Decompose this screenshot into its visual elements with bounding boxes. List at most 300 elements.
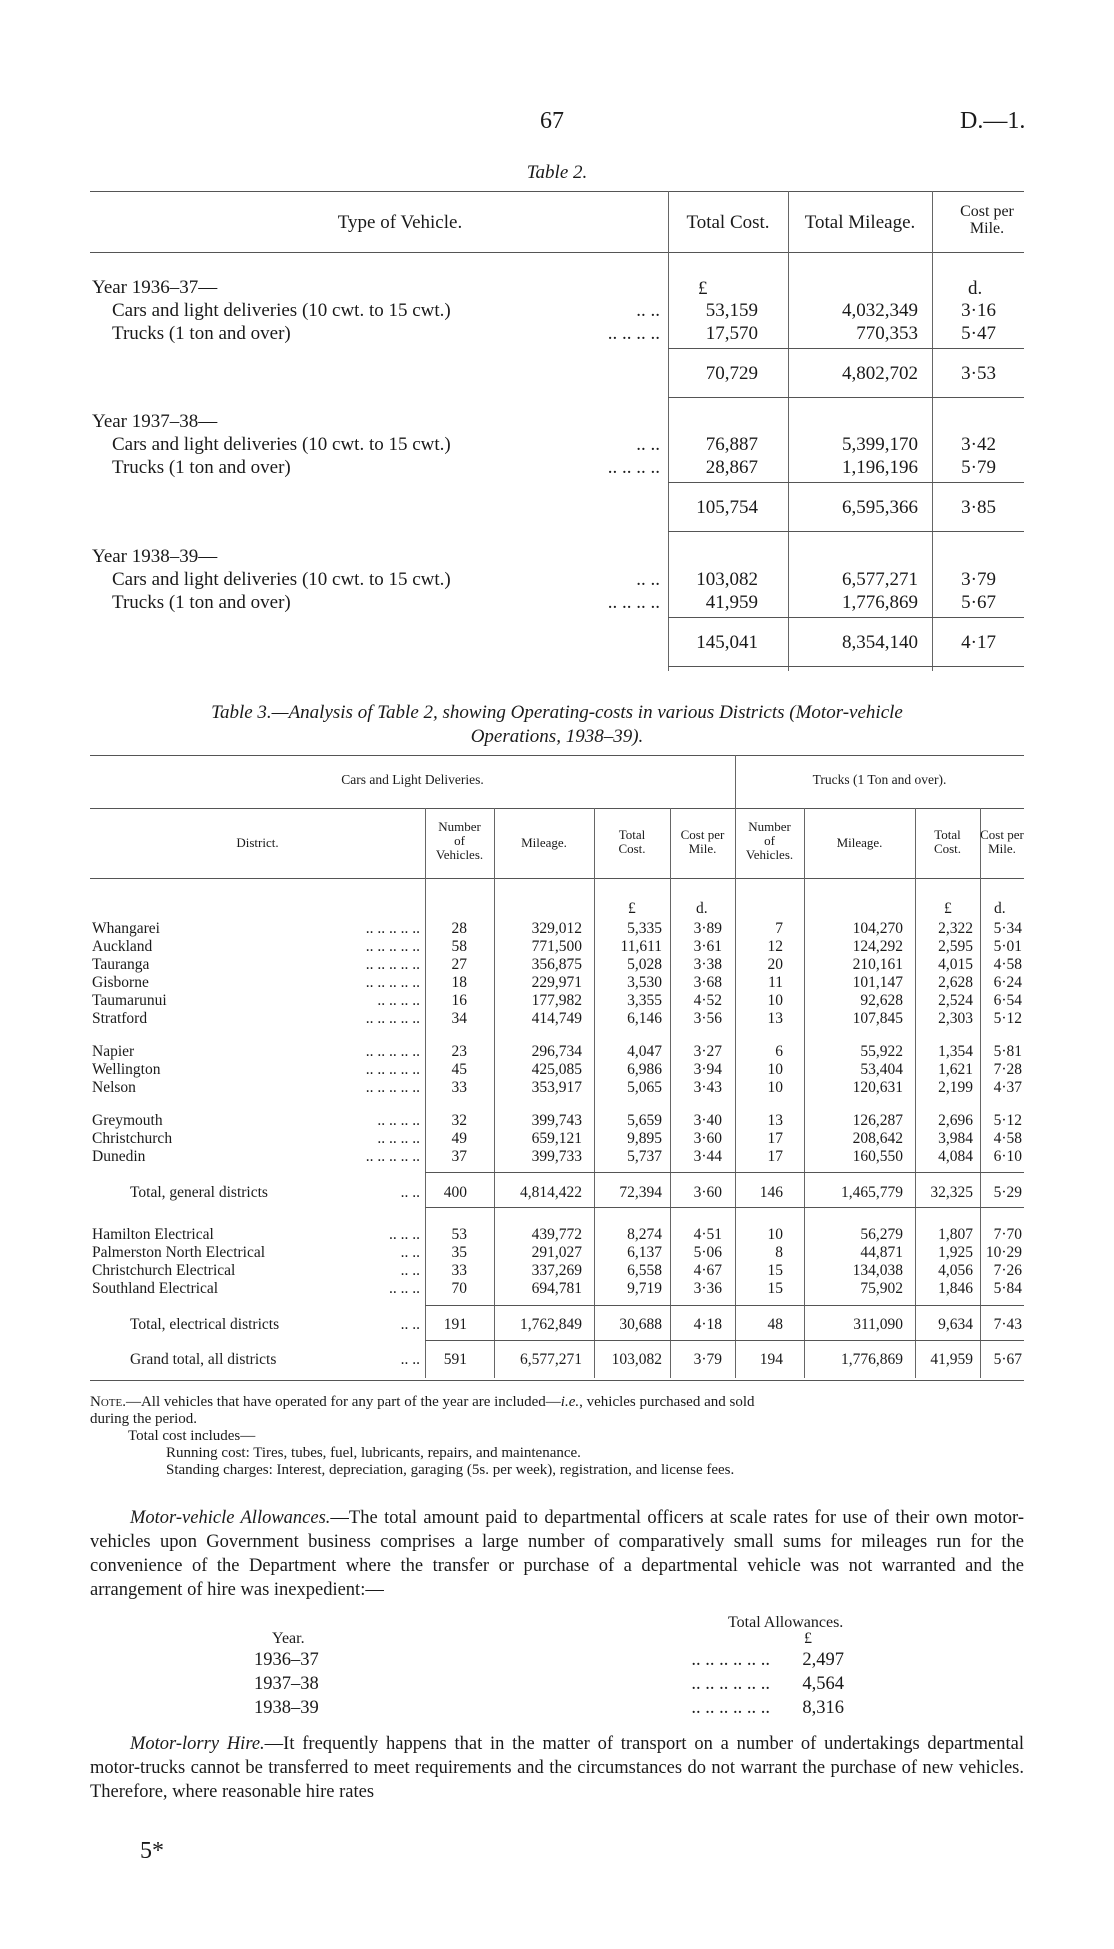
table3-row-trucks-cell: 6·10 — [993, 1148, 1022, 1165]
table3-row-dots: .. .. .. .. .. — [365, 1010, 420, 1027]
table3-row-cars-cell: 16 — [451, 992, 467, 1009]
table3-row-trucks-cell: 4·37 — [993, 1079, 1022, 1096]
signature-mark: 5* — [140, 1838, 164, 1864]
table3-row-trucks-cell: 208,642 — [852, 1130, 903, 1147]
table2-row-label: Trucks (1 ton and over) — [112, 592, 291, 613]
table3-row-dots: .. .. .. .. .. — [365, 920, 420, 937]
table3-header-rule — [90, 878, 1024, 879]
table3-total-general-trucks-cell: 1,465,779 — [841, 1184, 903, 1201]
allowance-dots: .. .. .. .. .. .. — [691, 1674, 770, 1694]
table3-grand-total-trucks-cell: 5·67 — [993, 1351, 1022, 1368]
table3-row-cars-cell: 18 — [451, 974, 467, 991]
table2-subtotal-rule — [668, 397, 1024, 398]
table3-total-general-cars-cell: 3·60 — [693, 1184, 722, 1201]
table2-total-cost: 145,041 — [696, 632, 758, 653]
table3-row-dots: .. .. .. .. .. — [365, 1148, 420, 1165]
table3-electrical-row-trucks-cell: 134,038 — [852, 1262, 903, 1279]
table3-col-rule — [735, 808, 736, 1378]
table3-row-cars-cell: 27 — [451, 956, 467, 973]
table3-electrical-row-cars-cell: 439,772 — [531, 1226, 582, 1243]
table3-row-label: Dunedin — [92, 1148, 146, 1165]
table3-electrical-row-trucks-cell: 1,807 — [938, 1226, 973, 1243]
allowances-col-year: Year. — [272, 1630, 305, 1647]
table3-col-rule — [670, 808, 671, 1378]
table3-row-trucks-cell: 124,292 — [852, 938, 903, 955]
table3-row-trucks-cell: 4·58 — [993, 1130, 1022, 1147]
table3-row-cars-cell: 425,085 — [531, 1061, 582, 1078]
table2-row-dots: .. .. — [636, 569, 660, 590]
table3-col-number: Vehicles. — [435, 847, 484, 862]
table3-col-number: Vehicles. — [745, 847, 794, 862]
table3-row-cars-cell: 3·68 — [693, 974, 722, 991]
table2-total-mileage: 4,802,702 — [842, 363, 918, 384]
note-ie: i.e. — [560, 1394, 580, 1410]
table3-row-trucks-cell: 2,199 — [938, 1079, 973, 1096]
table3-electrical-row-cars-cell: 337,269 — [531, 1262, 582, 1279]
table3-row-cars-cell: 5,737 — [627, 1148, 662, 1165]
note-line-3: Total cost includes— — [128, 1428, 256, 1444]
table2-row-dots: .. .. .. .. — [607, 323, 660, 344]
table3-grand-total-trucks-cell: 41,959 — [930, 1351, 973, 1368]
allowance-amount: 4,564 — [802, 1674, 844, 1694]
table2-col-rule — [668, 191, 669, 671]
table3-row-cars-cell: 4,047 — [627, 1043, 662, 1060]
table3-col-total-cost: Total — [934, 827, 961, 842]
note-line-1 — [90, 1394, 1024, 1411]
allowance-amount: 8,316 — [802, 1698, 844, 1718]
table3-row-trucks-cell: 10 — [767, 1079, 783, 1096]
table3-col-rule — [425, 808, 426, 1378]
table3-row-trucks-cell: 107,845 — [852, 1010, 903, 1027]
allowance-year: 1938–39 — [254, 1698, 319, 1718]
table3-subtotal-rule — [425, 1172, 1024, 1173]
allowances-paragraph — [90, 1506, 1024, 1602]
note-text-end: , vehicles purchased and sold — [579, 1394, 755, 1410]
table2-row-dots: .. .. .. .. — [607, 457, 660, 478]
table3-grand-total-cars-cell: 6,577,271 — [520, 1351, 582, 1368]
table2-cell-mileage: 1,196,196 — [842, 457, 918, 478]
table3-row-trucks-cell: 4,015 — [938, 956, 973, 973]
table2-row-dots: .. .. .. .. — [607, 592, 660, 613]
table3-electrical-row-cars-cell: 694,781 — [531, 1280, 582, 1297]
table3-group-rule — [90, 808, 1024, 809]
table3-row-trucks-cell: 5·34 — [993, 920, 1022, 937]
table3-total-electrical-trucks-cell: 7·43 — [993, 1316, 1022, 1333]
table3-col-cost-per-mile: Cost per — [680, 827, 725, 842]
table2-cell-cost: 17,570 — [705, 323, 758, 344]
table3-electrical-row-trucks-cell: 10 — [767, 1226, 783, 1243]
table3-row-dots: .. .. .. .. .. — [365, 1061, 420, 1078]
table3-row-label: Auckland — [92, 938, 153, 955]
table3-row-cars-cell: 5,028 — [627, 956, 662, 973]
lorry-hire-heading: Motor-lorry Hire. — [130, 1734, 265, 1754]
table3-row-cars-cell: 3·61 — [693, 938, 722, 955]
table3-col-number: Number — [438, 819, 481, 834]
table3-electrical-row-cars-cell: 53 — [451, 1226, 467, 1243]
table3-row-trucks-cell: 17 — [767, 1130, 783, 1147]
table3-total-general-dots: .. .. — [400, 1184, 420, 1201]
table3-electrical-row-trucks-cell: 7·26 — [993, 1262, 1022, 1279]
table3-row-cars-cell: 37 — [451, 1148, 467, 1165]
page-number: 67 — [540, 108, 564, 134]
table3-total-electrical-cars-cell: 30,688 — [619, 1316, 662, 1333]
table2-cell-mileage: 770,353 — [856, 323, 918, 344]
table3-row-dots: .. .. .. .. — [377, 992, 420, 1009]
table2-subtotal-rule — [668, 482, 1024, 483]
table3-total-electrical-trucks-cell: 311,090 — [853, 1316, 903, 1333]
table3-row-trucks-cell: 120,631 — [852, 1079, 903, 1096]
table2-total-per-mile: 4·17 — [961, 632, 996, 653]
allowance-dots: .. .. .. .. .. .. — [691, 1698, 770, 1718]
table3-row-trucks-cell: 210,161 — [852, 956, 903, 973]
table3-top-rule — [90, 755, 1024, 756]
table3-row-label: Greymouth — [92, 1112, 163, 1129]
table3-col-total-cost: Cost. — [933, 841, 962, 856]
table2-header-mileage: Total Mileage. — [804, 212, 916, 233]
table3-col-district: District. — [236, 835, 279, 850]
table3-row-trucks-cell: 160,550 — [852, 1148, 903, 1165]
table3-row-cars-cell: 229,971 — [531, 974, 582, 991]
table3-electrical-row-cars-cell: 291,027 — [531, 1244, 582, 1261]
table3-row-cars-cell: 3,355 — [627, 992, 662, 1009]
table3-total-electrical-cars-cell: 191 — [443, 1316, 467, 1333]
table3-total-general-trucks-cell: 146 — [759, 1184, 783, 1201]
note-line-2: during the period. — [90, 1411, 198, 1427]
table3-row-cars-cell: 3·56 — [693, 1010, 722, 1027]
table3-row-cars-cell: 3·40 — [693, 1112, 722, 1129]
table3-row-cars-cell: 4·52 — [693, 992, 722, 1009]
table2-cell-mileage: 5,399,170 — [842, 434, 918, 455]
table2-subtotal-rule — [668, 617, 1024, 618]
table3-row-trucks-cell: 55,922 — [860, 1043, 903, 1060]
table3-col-number: Number — [748, 819, 791, 834]
table3-total-general-trucks-cell: 5·29 — [993, 1184, 1022, 1201]
table3-row-trucks-cell: 17 — [767, 1148, 783, 1165]
table3-unit-cost: £ — [944, 900, 952, 917]
table3-row-trucks-cell: 2,303 — [938, 1010, 973, 1027]
table3-row-cars-cell: 329,012 — [531, 920, 582, 937]
table2-row-label: Cars and light deliveries (10 cwt. to 15 cwt.) — [112, 300, 451, 321]
table2-year-label: Year 1938–39— — [92, 546, 218, 567]
table2-title: Table 2. — [526, 162, 588, 183]
table3-row-cars-cell: 771,500 — [531, 938, 582, 955]
table3-row-trucks-cell: 2,595 — [938, 938, 973, 955]
table3-row-trucks-cell: 1,354 — [938, 1043, 973, 1060]
table2-total-mileage: 8,354,140 — [842, 632, 918, 653]
report-code: D.—1. — [960, 108, 1026, 134]
table3-col-number: of — [454, 833, 465, 848]
table3-row-trucks-cell: 13 — [767, 1010, 783, 1027]
table2-total-per-mile: 3·85 — [961, 497, 996, 518]
table3-bottom-rule — [90, 1380, 1024, 1381]
table3-row-dots: .. .. .. .. .. — [365, 974, 420, 991]
lorry-hire-text: —It frequently happens that in the matter of transport on a number of undertakings departmental motor-trucks cannot be transferred to meet requirements and the circumstances do not warrant the purchase of new vehicles. Therefore, where reasonable hire rates — [90, 1734, 1024, 1802]
table3-row-trucks-cell: 4·58 — [993, 956, 1022, 973]
table3-electrical-row-trucks-cell: 75,902 — [860, 1280, 903, 1297]
table3-row-label: Whangarei — [92, 920, 160, 937]
table3-row-cars-cell: 3·27 — [693, 1043, 722, 1060]
table3-row-cars-cell: 9,895 — [627, 1130, 662, 1147]
table3-row-cars-cell: 11,611 — [620, 938, 662, 955]
table3-total-electrical-dots: .. .. — [400, 1316, 420, 1333]
table3-row-trucks-cell: 101,147 — [852, 974, 903, 991]
table3-row-trucks-cell: 4,084 — [938, 1148, 973, 1165]
table3-row-label: Christchurch — [92, 1130, 173, 1147]
table3-row-trucks-cell: 5·01 — [993, 938, 1022, 955]
table3-col-number: of — [764, 833, 775, 848]
table3-row-trucks-cell: 2,628 — [938, 974, 973, 991]
table3-electrical-row-trucks-cell: 8 — [775, 1244, 783, 1261]
table2-total-per-mile: 3·53 — [961, 363, 996, 384]
note-line-5: Standing charges: Interest, depreciation, garaging (5s. per week), registration, and license fees. — [166, 1462, 735, 1478]
table3-electrical-row-cars-cell: 70 — [451, 1280, 467, 1297]
table3-col-mileage: Mileage. — [836, 835, 883, 850]
table3-row-cars-cell: 6,146 — [627, 1010, 662, 1027]
table2-unit-cost: £ — [698, 278, 708, 299]
table2-row-label: Trucks (1 ton and over) — [112, 457, 291, 478]
table3-electrical-row-cars-cell: 5·06 — [693, 1244, 722, 1261]
table3-row-cars-cell: 34 — [451, 1010, 467, 1027]
table3-electrical-row-cars-cell: 8,274 — [627, 1226, 662, 1243]
table2-total-mileage: 6,595,366 — [842, 497, 918, 518]
table3-total-general-cars-cell: 4,814,422 — [520, 1184, 582, 1201]
table3-col-mileage: Mileage. — [521, 835, 567, 850]
table3-subtotal-rule — [425, 1340, 1024, 1341]
table3-row-trucks-cell: 6·24 — [993, 974, 1022, 991]
table3-row-trucks-cell: 7·28 — [993, 1061, 1022, 1078]
table3-row-trucks-cell: 6·54 — [993, 992, 1022, 1009]
table3-electrical-row-dots: .. .. .. — [389, 1280, 420, 1297]
table3-electrical-row-trucks-cell: 10·29 — [985, 1244, 1022, 1261]
table3-row-trucks-cell: 12 — [767, 938, 783, 955]
table3-row-cars-cell: 28 — [451, 920, 467, 937]
table3-row-dots: .. .. .. .. .. — [365, 938, 420, 955]
table2-cell-cost: 53,159 — [705, 300, 758, 321]
table3-row-cars-cell: 58 — [451, 938, 467, 955]
allowance-year: 1937–38 — [254, 1674, 319, 1694]
table3-row-trucks-cell: 53,404 — [860, 1061, 903, 1078]
table2-cell-per-mile: 3·42 — [961, 434, 996, 455]
table3-total-general-cars-cell: 400 — [443, 1184, 467, 1201]
table3-electrical-row-cars-cell: 6,558 — [627, 1262, 662, 1279]
table2-cell-mileage: 1,776,869 — [842, 592, 918, 613]
table3-electrical-row-dots: .. .. — [400, 1244, 420, 1261]
table2-header-rule — [90, 252, 1024, 253]
table3-row-cars-cell: 49 — [451, 1130, 467, 1147]
table3-row-cars-cell: 3·44 — [693, 1148, 722, 1165]
table3-total-electrical-trucks-cell: 48 — [767, 1316, 783, 1333]
table3-row-trucks-cell: 13 — [767, 1112, 783, 1129]
table3-group-cars: Cars and Light Deliveries. — [341, 772, 484, 787]
table3-row-cars-cell: 32 — [451, 1112, 467, 1129]
table2-year-label: Year 1936–37— — [92, 277, 218, 298]
allowance-amount: 2,497 — [802, 1650, 844, 1670]
table3-row-trucks-cell: 2,322 — [938, 920, 973, 937]
table3-electrical-row-label: Palmerston North Electrical — [92, 1244, 266, 1261]
table3-row-dots: .. .. .. .. — [377, 1130, 420, 1147]
table2-header-cost: Total Cost. — [686, 212, 770, 233]
table3-row-cars-cell: 5,659 — [627, 1112, 662, 1129]
allowance-year: 1936–37 — [254, 1650, 319, 1670]
table3-row-label: Taumarunui — [92, 992, 167, 1009]
table3-electrical-row-dots: .. .. — [400, 1262, 420, 1279]
table3-row-trucks-cell: 5·81 — [993, 1043, 1022, 1060]
table2-col-rule — [788, 191, 789, 671]
table2-row-label: Cars and light deliveries (10 cwt. to 15 cwt.) — [112, 569, 451, 590]
table3-row-cars-cell: 3·38 — [693, 956, 722, 973]
table3-row-cars-cell: 3·94 — [693, 1061, 722, 1078]
table3-electrical-row-trucks-cell: 44,871 — [860, 1244, 903, 1261]
table2-cell-cost: 28,867 — [705, 457, 758, 478]
table3-row-trucks-cell: 126,287 — [852, 1112, 903, 1129]
table3-electrical-row-trucks-cell: 1,925 — [938, 1244, 973, 1261]
table3-total-electrical-trucks-cell: 9,634 — [938, 1316, 973, 1333]
table3-electrical-row-cars-cell: 35 — [451, 1244, 467, 1261]
table3-title-line1: Table 3.—Analysis of Table 2, showing Operating-costs in various Districts (Motor-vehicle — [211, 702, 903, 723]
table3-row-cars-cell: 23 — [451, 1043, 467, 1060]
table2-row-dots: .. .. — [636, 300, 660, 321]
table2-cell-cost: 103,082 — [696, 569, 758, 590]
table3-total-electrical-label: Total, electrical districts — [130, 1316, 280, 1333]
table2-cell-mileage: 6,577,271 — [842, 569, 918, 590]
table3-col-rule — [494, 808, 495, 1378]
table3-grand-total-cars-cell: 103,082 — [611, 1351, 662, 1368]
table2-top-rule — [90, 191, 1024, 192]
table2-total-cost: 105,754 — [696, 497, 758, 518]
table3-electrical-row-cars-cell: 6,137 — [627, 1244, 662, 1261]
table2-cell-per-mile: 3·79 — [961, 569, 996, 590]
table3-row-cars-cell: 414,749 — [531, 1010, 582, 1027]
table3-col-rule — [915, 808, 916, 1378]
table3-grand-total-label: Grand total, all districts — [130, 1351, 277, 1368]
table3-grand-total-trucks-cell: 194 — [759, 1351, 783, 1368]
table3-row-cars-cell: 3·60 — [693, 1130, 722, 1147]
table3-row-dots: .. .. .. .. .. — [365, 956, 420, 973]
table3-unit-per-mile: d. — [994, 900, 1006, 917]
table3-row-cars-cell: 5,065 — [627, 1079, 662, 1096]
lorry-hire-paragraph — [90, 1732, 1024, 1804]
table3-col-cost-per-mile: Mile. — [688, 841, 717, 856]
table3-row-label: Stratford — [92, 1010, 148, 1027]
table3-row-label: Tauranga — [92, 956, 150, 973]
table3-row-cars-cell: 3,530 — [627, 974, 662, 991]
table2-col-rule — [932, 191, 933, 671]
table3-col-rule — [804, 808, 805, 1378]
table3-electrical-row-trucks-cell: 4,056 — [938, 1262, 973, 1279]
table3-total-electrical-cars-cell: 4·18 — [693, 1316, 722, 1333]
table3-row-trucks-cell: 5·12 — [993, 1010, 1022, 1027]
table3-row-label: Nelson — [92, 1079, 136, 1096]
table3-row-trucks-cell: 104,270 — [852, 920, 903, 937]
table3-row-cars-cell: 3·89 — [693, 920, 722, 937]
table3-row-cars-cell: 399,743 — [531, 1112, 582, 1129]
table3-row-label: Gisborne — [92, 974, 149, 991]
table3-row-cars-cell: 659,121 — [531, 1130, 582, 1147]
table3-electrical-row-cars-cell: 4·67 — [693, 1262, 722, 1279]
note-text: —All vehicles that have operated for any part of the year are included— — [125, 1394, 561, 1410]
table3-row-cars-cell: 33 — [451, 1079, 467, 1096]
table3-row-dots: .. .. .. .. .. — [365, 1079, 420, 1096]
table3-row-trucks-cell: 5·12 — [993, 1112, 1022, 1129]
table3-col-rule — [594, 808, 595, 1378]
table3-electrical-row-label: Southland Electrical — [92, 1280, 219, 1297]
table2-row-label: Trucks (1 ton and over) — [112, 323, 291, 344]
table2-total-cost: 70,729 — [705, 363, 758, 384]
table3-electrical-row-trucks-cell: 56,279 — [860, 1226, 903, 1243]
table3-row-label: Wellington — [92, 1061, 161, 1078]
table3-row-trucks-cell: 10 — [767, 992, 783, 1009]
table3-row-cars-cell: 177,982 — [531, 992, 582, 1009]
table3-row-trucks-cell: 10 — [767, 1061, 783, 1078]
note-line-4: Running cost: Tires, tubes, fuel, lubricants, repairs, and maintenance. — [166, 1445, 581, 1461]
allowances-heading: Motor-vehicle Allowances. — [130, 1508, 331, 1528]
table3-row-trucks-cell: 2,696 — [938, 1112, 973, 1129]
table3-subtotal-rule — [425, 1207, 1024, 1208]
table3-row-label: Napier — [92, 1043, 135, 1060]
table3-electrical-row-cars-cell: 4·51 — [693, 1226, 722, 1243]
table2-subtotal-rule — [668, 348, 1024, 349]
table3-row-trucks-cell: 20 — [767, 956, 783, 973]
table3-electrical-row-trucks-cell: 1,846 — [938, 1280, 973, 1297]
table3-row-trucks-cell: 6 — [775, 1043, 783, 1060]
table2-cell-per-mile: 3·16 — [961, 300, 996, 321]
table3-col-total-cost: Cost. — [618, 841, 646, 856]
table3-electrical-row-trucks-cell: 15 — [767, 1280, 783, 1297]
table3-col-total-cost: Total — [618, 827, 646, 842]
table3-row-cars-cell: 353,917 — [531, 1079, 582, 1096]
table2-header-per-mile: Cost per Mile. — [960, 203, 1014, 237]
table3-unit-cost: £ — [628, 900, 636, 917]
allowances-col-total: Total Allowances. — [728, 1614, 844, 1631]
table2-year-label: Year 1937–38— — [92, 411, 218, 432]
table3-group-trucks: Trucks (1 Ton and over). — [812, 772, 947, 787]
table3-row-trucks-cell: 92,628 — [860, 992, 903, 1009]
table3-grand-total-dots: .. .. — [400, 1351, 420, 1368]
table3-grand-total-cars-cell: 591 — [443, 1351, 467, 1368]
table3-row-cars-cell: 6,986 — [627, 1061, 662, 1078]
table3-electrical-row-label: Hamilton Electrical — [92, 1226, 214, 1243]
table3-grand-total-cars-cell: 3·79 — [693, 1351, 722, 1368]
table3-total-general-label: Total, general districts — [130, 1184, 268, 1201]
table3-total-general-cars-cell: 72,394 — [619, 1184, 662, 1201]
table3-title-line2: Operations, 1938–39). — [470, 726, 644, 747]
table3-electrical-row-cars-cell: 9,719 — [627, 1280, 662, 1297]
table3-row-trucks-cell: 1,621 — [938, 1061, 973, 1078]
table2-cell-mileage: 4,032,349 — [842, 300, 918, 321]
table2-cell-per-mile: 5·47 — [961, 323, 996, 344]
table3-electrical-row-cars-cell: 33 — [451, 1262, 467, 1279]
table3-row-cars-cell: 45 — [451, 1061, 467, 1078]
table3-col-rule — [980, 808, 981, 1378]
table2-row-dots: .. .. — [636, 434, 660, 455]
table2-subtotal-rule — [668, 531, 1024, 532]
table3-col-cost-per-mile: Cost per — [980, 827, 1024, 842]
table2-cell-per-mile: 5·79 — [961, 457, 996, 478]
allowances-text: —The total amount paid to departmental officers at scale rates for use of their own motor-vehicles upon Government business comprises a large number of comparatively small sums for mileages run for the convenience of the Department where the transfer or purchase of a departmental vehicle was not warranted and the arrangement of hire was inexpedient:— — [90, 1508, 1024, 1600]
table3-row-trucks-cell: 2,524 — [938, 992, 973, 1009]
table3-electrical-row-trucks-cell: 5·84 — [993, 1280, 1022, 1297]
table2-cell-per-mile: 5·67 — [961, 592, 996, 613]
table2-header-type: Type of Vehicle. — [337, 212, 463, 233]
table3-electrical-row-cars-cell: 3·36 — [693, 1280, 722, 1297]
table3-row-cars-cell: 5,335 — [627, 920, 662, 937]
table3-unit-per-mile: d. — [696, 900, 708, 917]
table2-row-label: Cars and light deliveries (10 cwt. to 15 cwt.) — [112, 434, 451, 455]
allowance-dots: .. .. .. .. .. .. — [691, 1650, 770, 1670]
table3-row-dots: .. .. .. .. .. — [365, 1043, 420, 1060]
table3-row-dots: .. .. .. .. — [377, 1112, 420, 1129]
table2-cell-cost: 76,887 — [705, 434, 758, 455]
